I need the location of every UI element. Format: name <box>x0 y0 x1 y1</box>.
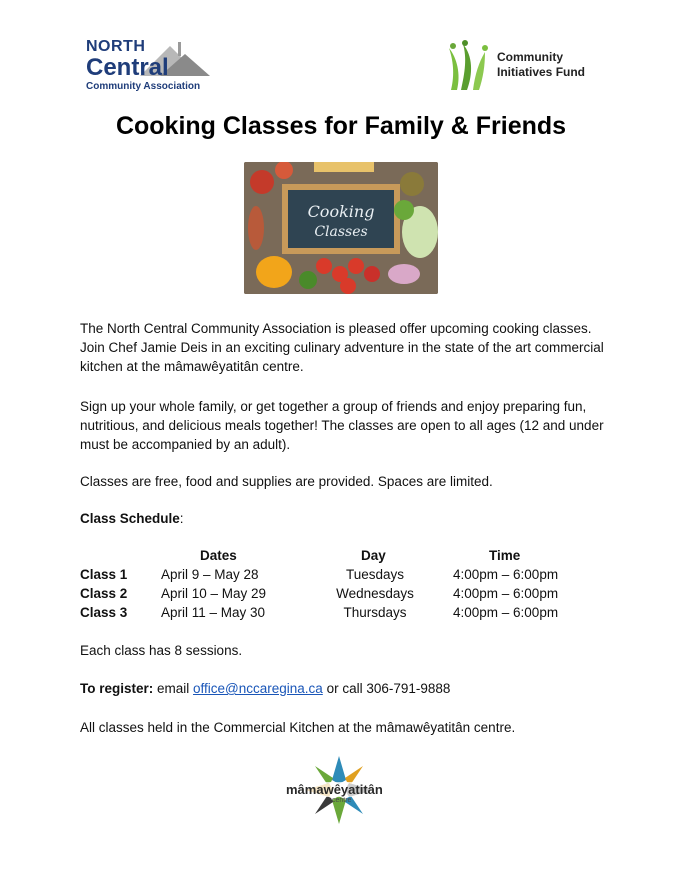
footer-logo-sub: centre <box>332 797 352 804</box>
free-paragraph: Classes are free, food and supplies are provided. Spaces are limited. <box>80 474 493 489</box>
ncca-logo-line2: Central <box>86 54 169 81</box>
class-3-dates: April 11 – May 30 <box>161 605 266 620</box>
chalkboard-line2: Classes <box>314 224 368 240</box>
location-note: All classes held in the Commercial Kitchen at the mâmawêyatitân centre. <box>80 720 516 735</box>
ncca-logo-line1: NORTH <box>86 38 146 55</box>
register-suffix: or call 306-791-9888 <box>322 681 451 696</box>
class-3-time: 4:00pm – 6:00pm <box>453 605 559 620</box>
class-2-dates: April 10 – May 29 <box>161 586 267 601</box>
class-1-day: Tuesdays <box>345 567 405 582</box>
class-2-time: 4:00pm – 6:00pm <box>453 586 559 601</box>
col-header-time: Time <box>489 548 521 563</box>
class-2-day: Wednesdays <box>336 586 414 601</box>
register-prefix: email <box>153 681 194 696</box>
cif-logo-line2: Initiatives Fund <box>497 65 586 79</box>
register-colon: : <box>148 681 154 696</box>
ncca-logo-line3: Community Association <box>86 81 201 92</box>
cif-logo <box>445 38 605 94</box>
schedule-heading-colon: : <box>179 511 184 526</box>
footer-logo-name: mâmawêyatitân <box>286 782 383 797</box>
schedule-heading-text: Class Schedule <box>80 511 180 526</box>
class-1-dates: April 9 – May 28 <box>161 567 259 582</box>
register-line <box>80 681 450 696</box>
col-header-day: Day <box>361 548 386 563</box>
col-header-dates: Dates <box>200 548 237 563</box>
people-leaf-icon <box>445 38 493 94</box>
class-3-label: Class 3 <box>80 605 128 620</box>
sessions-note: Each class has 8 sessions. <box>80 643 243 658</box>
chalkboard-line1: Cooking <box>307 202 375 221</box>
class-3-day: Thursdays <box>343 605 407 620</box>
intro-paragraph: The North Central Community Association is pleased offer upcoming cooking classes. Join Chef Jamie Deis in an exciting culinary adventure in the state of the art commercial kitchen at the mâmawêyatitân centre. <box>80 321 604 374</box>
register-label: To register <box>80 681 149 696</box>
class-2-label: Class 2 <box>80 586 128 601</box>
cooking-classes-image <box>244 162 438 294</box>
page-title: Cooking Classes for Family & Friends <box>115 112 567 140</box>
schedule-heading <box>80 511 184 526</box>
cif-logo-line1: Community <box>497 50 563 64</box>
signup-paragraph: Sign up your whole family, or get together a group of friends and enjoy preparing fun, nutritious, and delicious meals together! The classes are open to all ages (12 and under must be accompanied by an adult). <box>80 399 604 452</box>
class-1-label: Class 1 <box>80 567 128 582</box>
email-link[interactable]: office@nccaregina.ca <box>193 681 323 696</box>
class-1-time: 4:00pm – 6:00pm <box>453 567 559 582</box>
ncca-logo <box>86 36 210 94</box>
mamaweyatitan-logo <box>276 752 402 828</box>
